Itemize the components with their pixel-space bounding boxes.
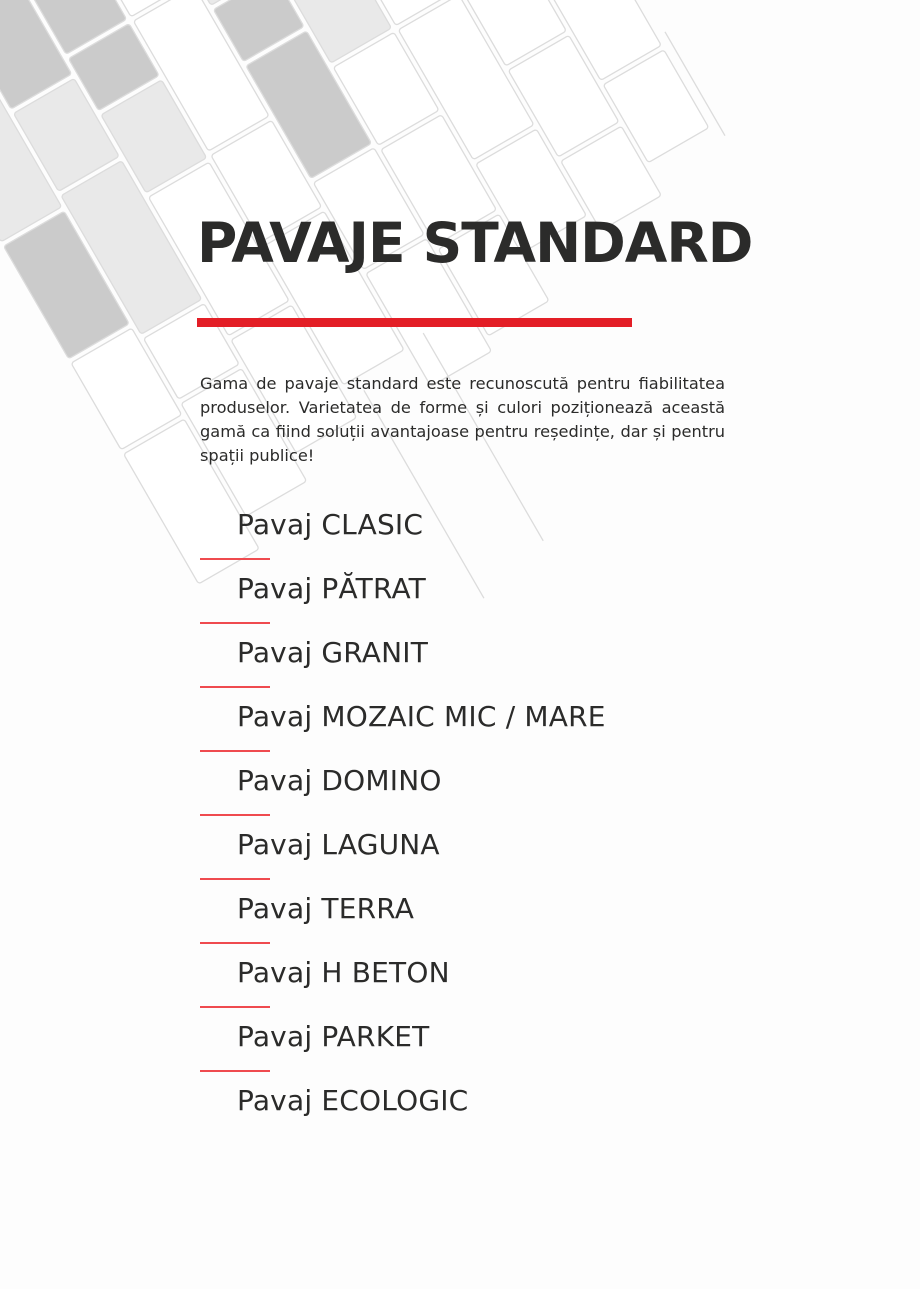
product-label[interactable]: Pavaj ECOLOGIC	[237, 1084, 469, 1117]
product-item-parket[interactable]	[0, 1012, 700, 1076]
item-divider	[200, 750, 270, 752]
intro-paragraph: Gama de pavaje standard este recunoscută pentru fiabilitatea produselor. Varietatea de forme și culori poziționează această gamă ca fiind soluții avantajoase pentru reședințe, dar și pentru spații publice!	[200, 374, 725, 465]
item-divider	[200, 1006, 270, 1008]
product-label[interactable]: Pavaj GRANIT	[237, 636, 429, 669]
product-label[interactable]: Pavaj LAGUNA	[237, 828, 440, 861]
product-item-laguna[interactable]	[0, 820, 700, 884]
product-item-mozaic[interactable]	[0, 692, 700, 756]
product-label[interactable]: Pavaj TERRA	[237, 892, 415, 925]
product-label[interactable]: Pavaj PARKET	[237, 1020, 430, 1053]
product-item-ecologic[interactable]	[0, 1076, 700, 1140]
product-label[interactable]: Pavaj H BETON	[237, 956, 450, 989]
product-item-granit[interactable]	[0, 628, 700, 692]
product-item-h-beton[interactable]	[0, 948, 700, 1012]
product-item-clasic[interactable]	[0, 500, 700, 564]
title-underline	[197, 318, 632, 327]
page-title: PAVAJE STANDARD	[197, 211, 753, 275]
item-divider	[200, 942, 270, 944]
item-divider	[200, 814, 270, 816]
product-item-terra[interactable]	[0, 884, 700, 948]
product-label[interactable]: Pavaj CLASIC	[237, 508, 424, 541]
item-divider	[200, 558, 270, 560]
product-item-domino[interactable]	[0, 756, 700, 820]
product-label[interactable]: Pavaj DOMINO	[237, 764, 442, 797]
product-label[interactable]: Pavaj PĂTRAT	[237, 572, 426, 605]
product-item-patrat[interactable]	[0, 564, 700, 628]
product-label[interactable]: Pavaj MOZAIC MIC / MARE	[237, 700, 606, 733]
item-divider	[200, 686, 270, 688]
item-divider	[200, 878, 270, 880]
item-divider	[200, 622, 270, 624]
item-divider	[200, 1070, 270, 1072]
